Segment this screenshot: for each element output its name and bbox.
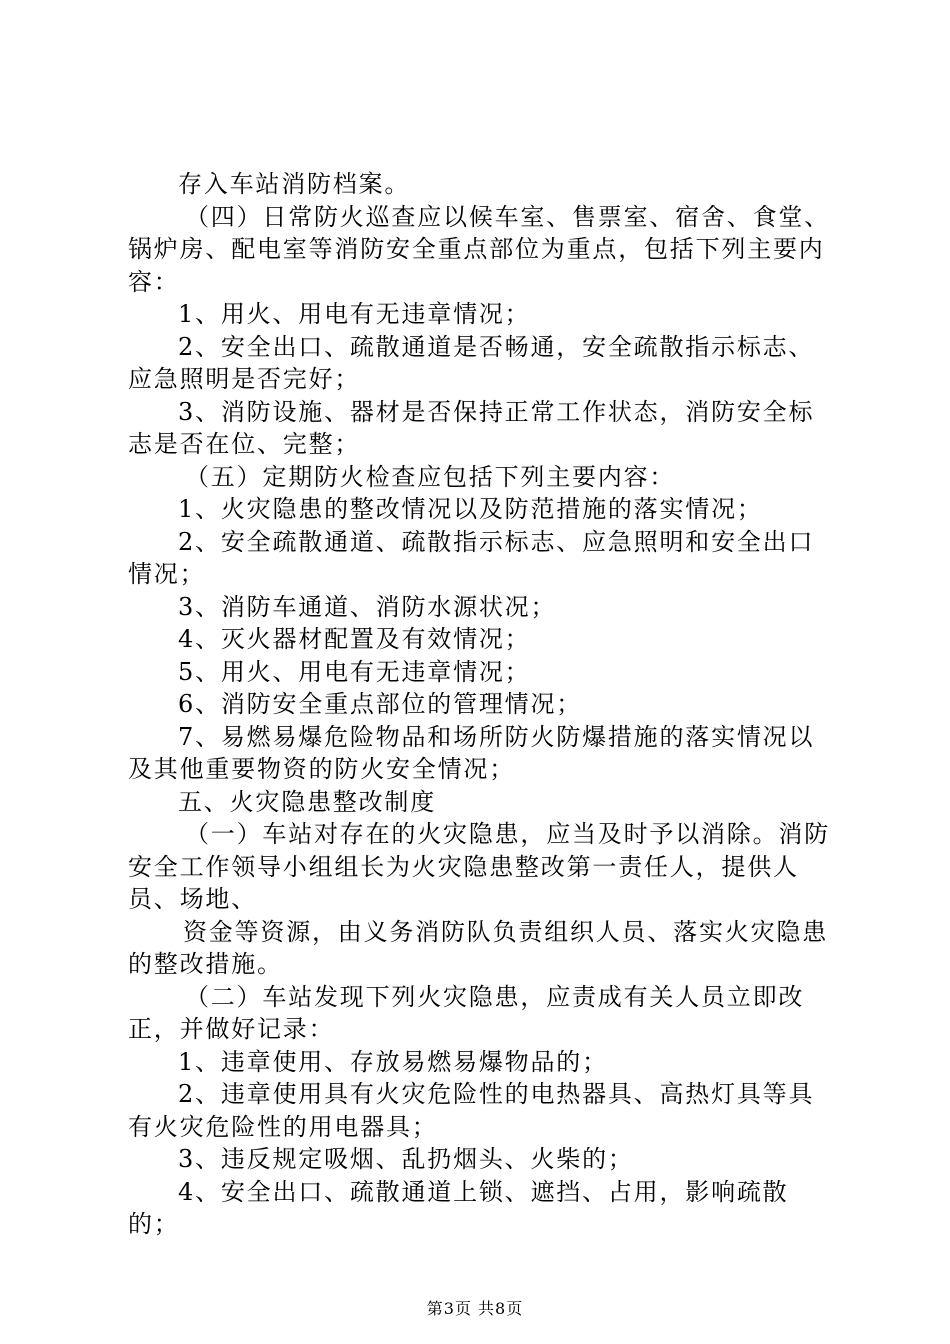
page-number-footer: 第3页 共8页	[426, 1299, 524, 1318]
list-item: 7、易燃易爆危险物品和场所防火防爆措施的落实情况以及其他重要物资的防火安全情况；	[128, 722, 815, 783]
list-item: 3、消防设施、器材是否保持正常工作状态，消防安全标志是否在位、完整；	[128, 397, 815, 458]
paragraph: （一）车站对存在的火灾隐患，应当及时予以消除。消防安全工作领导小组组长为火灾隐患整改第一责任人，提供人员、场地、	[128, 820, 830, 913]
list-item: 1、违章使用、存放易燃易爆物品的；	[178, 1047, 608, 1076]
document-body	[128, 168, 840, 1241]
list-item: 3、消防车通道、消防水源状况；	[178, 592, 557, 621]
list-item: 4、灭火器材配置及有效情况；	[178, 625, 531, 653]
list-item: 1、火灾隐患的整改情况以及防范措施的落实情况；	[178, 495, 763, 523]
paragraph: （五）定期防火检查应包括下列主要内容：	[185, 462, 676, 491]
list-item: 6、消防安全重点部位的管理情况；	[178, 690, 583, 718]
list-item: 2、安全出口、疏散通道是否畅通，安全疏散指示标志、应急照明是否完好；	[128, 332, 815, 393]
list-item: 1、用火、用电有无违章情况；	[178, 300, 531, 328]
paragraph: （四）日常防火巡查应以候车室、售票室、宿舍、食堂、锅炉房、配电室等消防安全重点部位为重点，包括下列主要内容：	[128, 202, 830, 296]
list-item: 2、违章使用具有火灾危险性的电热器具、高热灯具等具有火灾危险性的用电器具；	[128, 1080, 815, 1141]
list-item: 2、安全疏散通道、疏散指示标志、应急照明和安全出口情况；	[128, 527, 815, 588]
list-item: 5、用火、用电有无违章情况；	[178, 657, 531, 686]
list-item: 3、违反规定吸烟、乱扔烟头、火柴的；	[178, 1145, 634, 1173]
paragraph: 资金等资源，由义务消防队负责组织人员、落实火灾隐患的整改措施。	[128, 917, 828, 978]
section-heading: 五、火灾隐患整改制度	[178, 787, 436, 816]
list-item: 4、安全出口、疏散通道上锁、遮挡、占用，影响疏散的；	[128, 1177, 789, 1238]
paragraph: 存入车站消防档案。	[178, 170, 411, 198]
paragraph: （二）车站发现下列火灾隐患，应责成有关人员立即改正，并做好记录：	[128, 982, 805, 1043]
